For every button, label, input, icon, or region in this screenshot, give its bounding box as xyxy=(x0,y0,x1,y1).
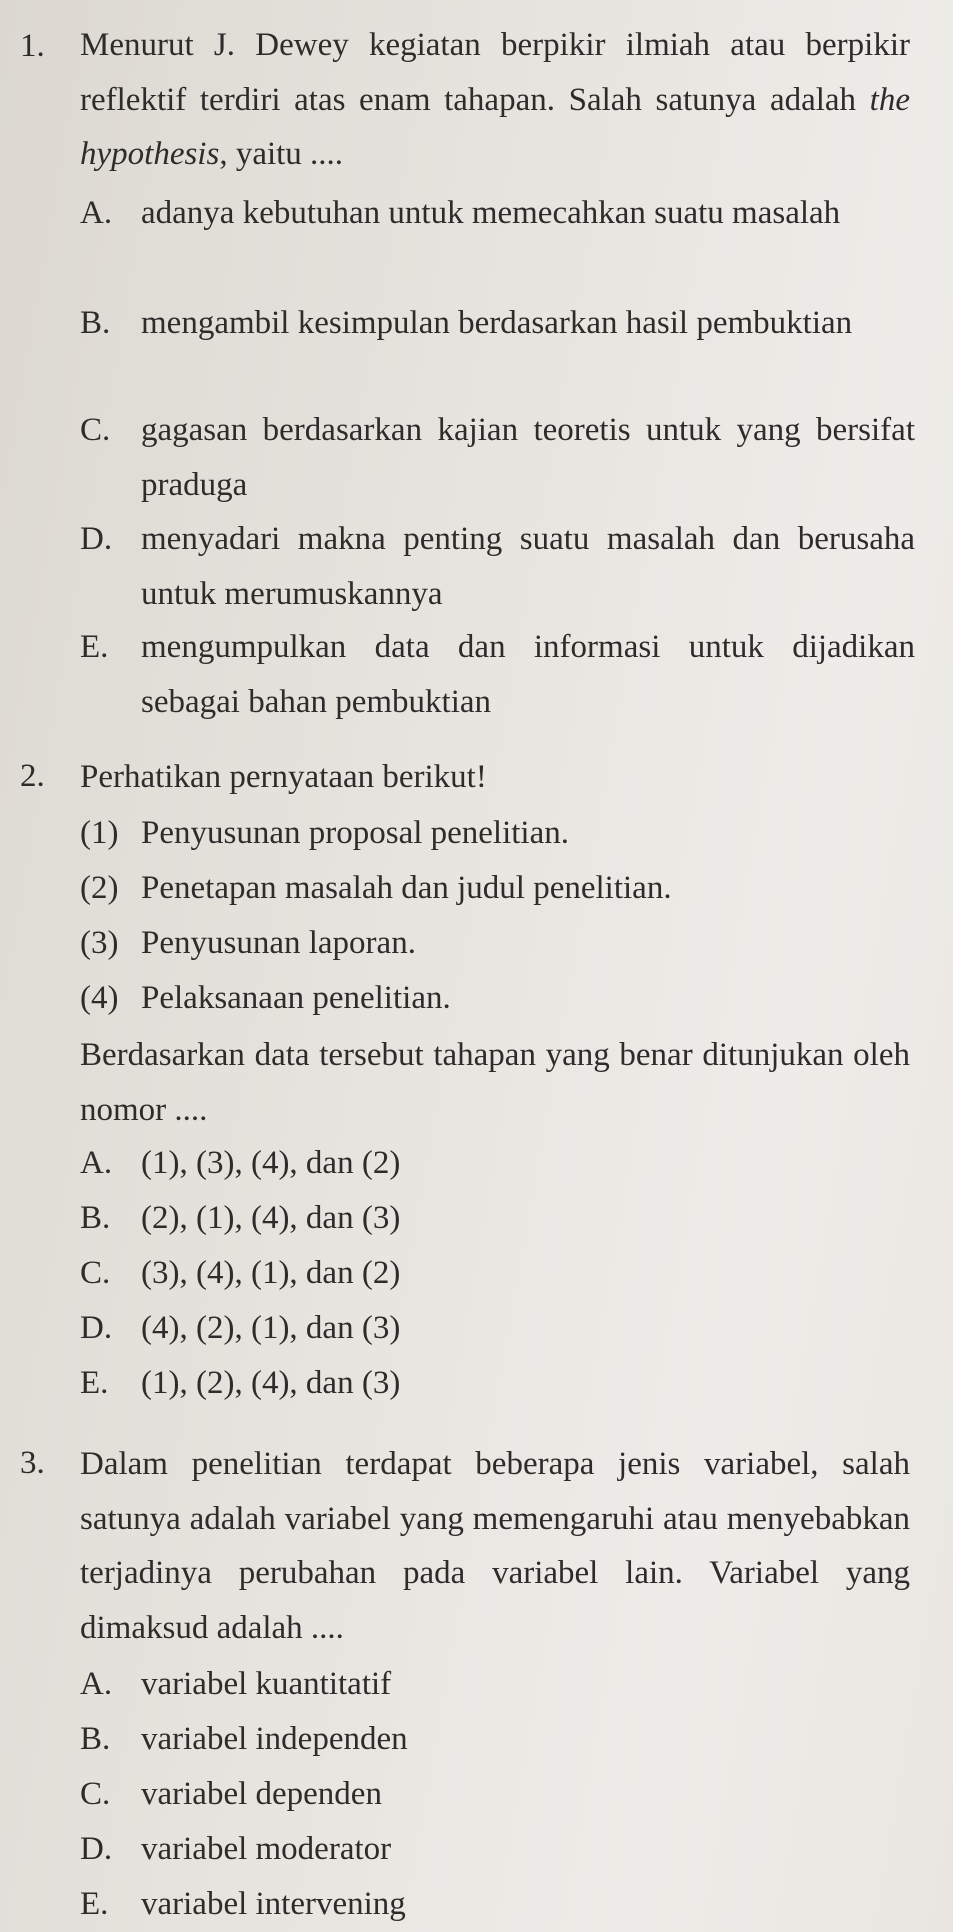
option-c[interactable] xyxy=(80,1767,915,1822)
stem-text: Menurut J. Dewey kegiatan berpikir ilmiah atau berpikir reflektif terdiri atas enam tahapan. Salah satunya adalah xyxy=(80,27,910,118)
option-letter: B. xyxy=(80,305,111,341)
option-text: (1), (3), (4), dan (2) xyxy=(141,1145,401,1181)
option-text: variabel intervening xyxy=(141,1886,406,1922)
option-letter: A. xyxy=(80,1145,113,1181)
statement-4 xyxy=(80,971,910,1026)
option-letter: D. xyxy=(80,1310,113,1346)
option-text: (2), (1), (4), dan (3) xyxy=(141,1200,401,1236)
statement-number: (4) xyxy=(80,980,119,1016)
option-text: mengambil kesimpulan berdasarkan hasil pembuktian xyxy=(141,305,853,341)
option-text: (4), (2), (1), dan (3) xyxy=(141,1310,401,1346)
question-stem: Dalam penelitian terdapat beberapa jenis variabel, salah satunya adalah variabel yang memengaruhi atau menyebabkan terjadinya perubahan pada variabel lain. Variabel yang dimaksud adalah .... xyxy=(80,1446,910,1646)
statement-text: Penetapan masalah dan judul penelitian. xyxy=(141,870,672,906)
question-number: 2. xyxy=(20,758,45,794)
option-text: adanya kebutuhan untuk memecahkan suatu masalah xyxy=(141,195,841,231)
option-d[interactable] xyxy=(80,512,915,621)
option-c[interactable] xyxy=(80,1246,915,1301)
stem-italic-term: the hypothesis xyxy=(80,81,910,172)
option-a[interactable] xyxy=(80,1657,915,1712)
question-prompt: Berdasarkan data tersebut tahapan yang benar ditunjukan oleh nomor .... xyxy=(80,1037,910,1128)
statement-2 xyxy=(80,861,910,916)
option-b[interactable] xyxy=(80,296,915,351)
option-letter: D. xyxy=(80,1831,113,1867)
option-b[interactable] xyxy=(80,1191,915,1246)
statement-number: (3) xyxy=(80,925,119,961)
option-letter: C. xyxy=(80,1255,111,1291)
statement-text: Pelaksanaan penelitian. xyxy=(141,980,451,1016)
statement-number: (1) xyxy=(80,815,119,851)
option-b[interactable] xyxy=(80,1712,915,1767)
option-letter: A. xyxy=(80,195,113,231)
question-number: 3. xyxy=(20,1445,45,1481)
option-letter: E. xyxy=(80,629,109,665)
option-e[interactable] xyxy=(80,1356,915,1411)
option-text: menyadari makna penting suatu masalah dan berusaha untuk merumuskannya xyxy=(141,521,915,612)
option-text: gagasan berdasarkan kajian teoretis untuk yang bersifat praduga xyxy=(141,412,915,503)
option-e[interactable] xyxy=(80,1877,915,1932)
option-text: variabel moderator xyxy=(141,1831,392,1867)
option-text: (1), (2), (4), dan (3) xyxy=(141,1365,401,1401)
question-intro: Perhatikan pernyataan berikut! xyxy=(80,759,487,795)
statement-3 xyxy=(80,916,910,971)
statement-text: Penyusunan laporan. xyxy=(141,925,416,961)
option-d[interactable] xyxy=(80,1301,915,1356)
option-text: variabel dependen xyxy=(141,1776,382,1812)
option-e[interactable] xyxy=(80,620,915,729)
option-text: variabel independen xyxy=(141,1721,408,1757)
option-letter: D. xyxy=(80,521,113,557)
statement-number: (2) xyxy=(80,870,119,906)
option-d[interactable] xyxy=(80,1822,915,1877)
option-a[interactable] xyxy=(80,1136,915,1191)
stem-text-end: , yaitu .... xyxy=(219,136,344,172)
option-letter: B. xyxy=(80,1200,111,1236)
question-number: 1. xyxy=(20,28,45,64)
option-letter: E. xyxy=(80,1365,109,1401)
option-text: mengumpulkan data dan informasi untuk dijadikan sebagai bahan pembuktian xyxy=(141,629,915,720)
question-stem xyxy=(80,18,910,182)
option-c[interactable] xyxy=(80,403,915,512)
option-letter: C. xyxy=(80,1776,111,1812)
option-letter: A. xyxy=(80,1666,113,1702)
option-a[interactable] xyxy=(80,186,915,241)
option-letter: C. xyxy=(80,412,111,448)
statement-1 xyxy=(80,806,910,861)
option-letter: E. xyxy=(80,1886,109,1922)
statement-text: Penyusunan proposal penelitian. xyxy=(141,815,570,851)
option-letter: B. xyxy=(80,1721,111,1757)
option-text: (3), (4), (1), dan (2) xyxy=(141,1255,401,1291)
option-text: variabel kuantitatif xyxy=(141,1666,392,1702)
